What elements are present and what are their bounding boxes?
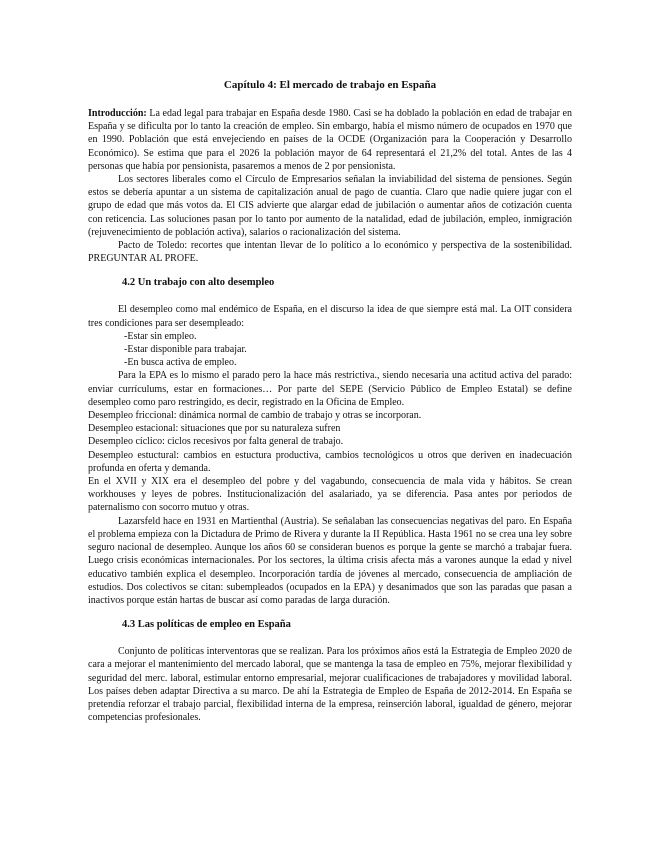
desempleo-paragraph: El desempleo como mal endémico de España, en el discurso la idea de que siempre está mal. La OIT considera tres condiciones para ser desempleado: xyxy=(88,304,572,329)
section-heading-4-3: 4.3 Las políticas de empleo en España xyxy=(122,619,291,631)
condition-item: -Estar sin empleo. xyxy=(124,330,197,342)
intro-text: La edad legal para trabajar en España desde 1980. Casi se ha doblado la población en edad de trabajar en España y se dificulta por lo tanto la creación de empleo. Sin embargo, había el mismo número de ocupados en 1970 que en 1990. Población que está envejeciendo en países de la OCDE (Organización para la Cooperación y Desarrollo Económico). Se estima que para el 2026 la población mayor de 64 representará el 21,2% del total. Antes de las 4 personas que había por pensionista, pasaremos a menos de 2 por pensionista. xyxy=(88,108,572,172)
intro-paragraph xyxy=(88,107,572,173)
desempleo-type: Desempleo estacional: situaciones que por su naturaleza sufren xyxy=(88,423,341,435)
chapter-title: Capítulo 4: El mercado de trabajo en España xyxy=(223,79,437,91)
politicas-paragraph: Conjunto de políticas interventoras que se realizan. Para los próximos años está la Estrategia de Empleo 2020 de cara a mejorar el mantenimiento del mercado laboral, que se mantenga la tasa de empleo en 75%, mejorar flexibilidad y seguridad del merc. laboral, estimular entorno empresarial, mejorar cualificaciones de trabajadores y movilidad laboral. Los países deben adaptar Directiva a su marco. De ahí la Estrategia de Empleo de España de 2012-2014. En España se pretendía reforzar el trabajo parcial, flexibilidad interna de la empresa, reinserción laboral, igualdad de género, mejorar competencias profesionales. xyxy=(88,646,572,724)
section-heading-4-2: 4.2 Un trabajo con alto desempleo xyxy=(122,277,275,289)
condition-item: -En busca activa de empleo. xyxy=(124,357,237,369)
document-page xyxy=(88,70,572,724)
desempleo-type: Desempleo friccional: dinámica normal de cambio de trabajo y otras se incorporan. xyxy=(88,410,422,422)
condition-item: -Estar disponible para trabajar. xyxy=(124,344,247,356)
desempleo-type: Desempleo cíclico: ciclos recesivos por falta general de trabajo. xyxy=(88,436,344,448)
pacto-paragraph: Pacto de Toledo: recortes que intentan llevar de lo político a lo económico y perspectiva de la sostenibilidad. PREGUNTAR AL PROFE. xyxy=(88,240,572,265)
intro-label: Introducción: xyxy=(88,108,147,119)
sectores-paragraph: Los sectores liberales como el Círculo de Empresarios señalan la inviabilidad del sistema de pensiones. Según estos se debería apuntar a un sistema de capitalización anual de pago de cuantía. Claro que nadie quiere jugar con el grupo de edad que más votos da. El CIS advierte que alargar edad de jubilación o aumentar años de cotización cuenta con reticencia. Las soluciones pasan por lo tanto por aumento de la natalidad, edad de jubilación, empleo, inmigración (rejuvenecimiento de población activa), salarios o racionalización del sistema. xyxy=(88,174,572,238)
history-paragraph: En el XVII y XIX era el desempleo del pobre y del vagabundo, consecuencia de mala vida y hábitos. Se crean workhouses y leyes de pobres. Institucionalización del asalariado, ya se diferencia. Pasa antes por periodos de paternalismo con socorro mutuo y otras. xyxy=(88,476,572,514)
lazarsfeld-paragraph: Lazarsfeld hace en 1931 en Martienthal (Austria). Se señalaban las consecuencias negativas del paro. En España el problema empieza con la Dictadura de Primo de Rivera y durante la II República. Hasta 1961 no se crea una ley sobre seguro nacional de desempleo. Aunque los años 60 se consideran buenos es porque la gente se marchó a trabajar fuera. Luego crisis económicas internacionales. Por los sectores, la última crisis afecta más a varones aunque la edad y nivel educativo también explica el desempleo. Incorporación tardía de jóvenes al mercado, consecuencia de ampliación de estudios. Dos colectivos se citan: subempleados (ocupados en la EPA) y desanimados que son las paradas que pasan a inactivos porque están hartas de buscar así como paradas de larga duración. xyxy=(88,515,572,606)
epa-paragraph: Para la EPA es lo mismo el parado pero la hace más restrictiva., siendo necesaria una actitud activa del parado: enviar currículums, estar en formaciones… Por parte del SEPE (Servicio Público de Empleo Estatal) se define desempleo como paro restringido, es decir, registrado en la Oficina de Empleo. xyxy=(88,370,572,408)
desempleo-type: Desempleo estuctural: cambios en estuctura productiva, cambios tecnológicos u otros que deriven en inadecuación profunda en oferta y demanda. xyxy=(88,449,572,474)
